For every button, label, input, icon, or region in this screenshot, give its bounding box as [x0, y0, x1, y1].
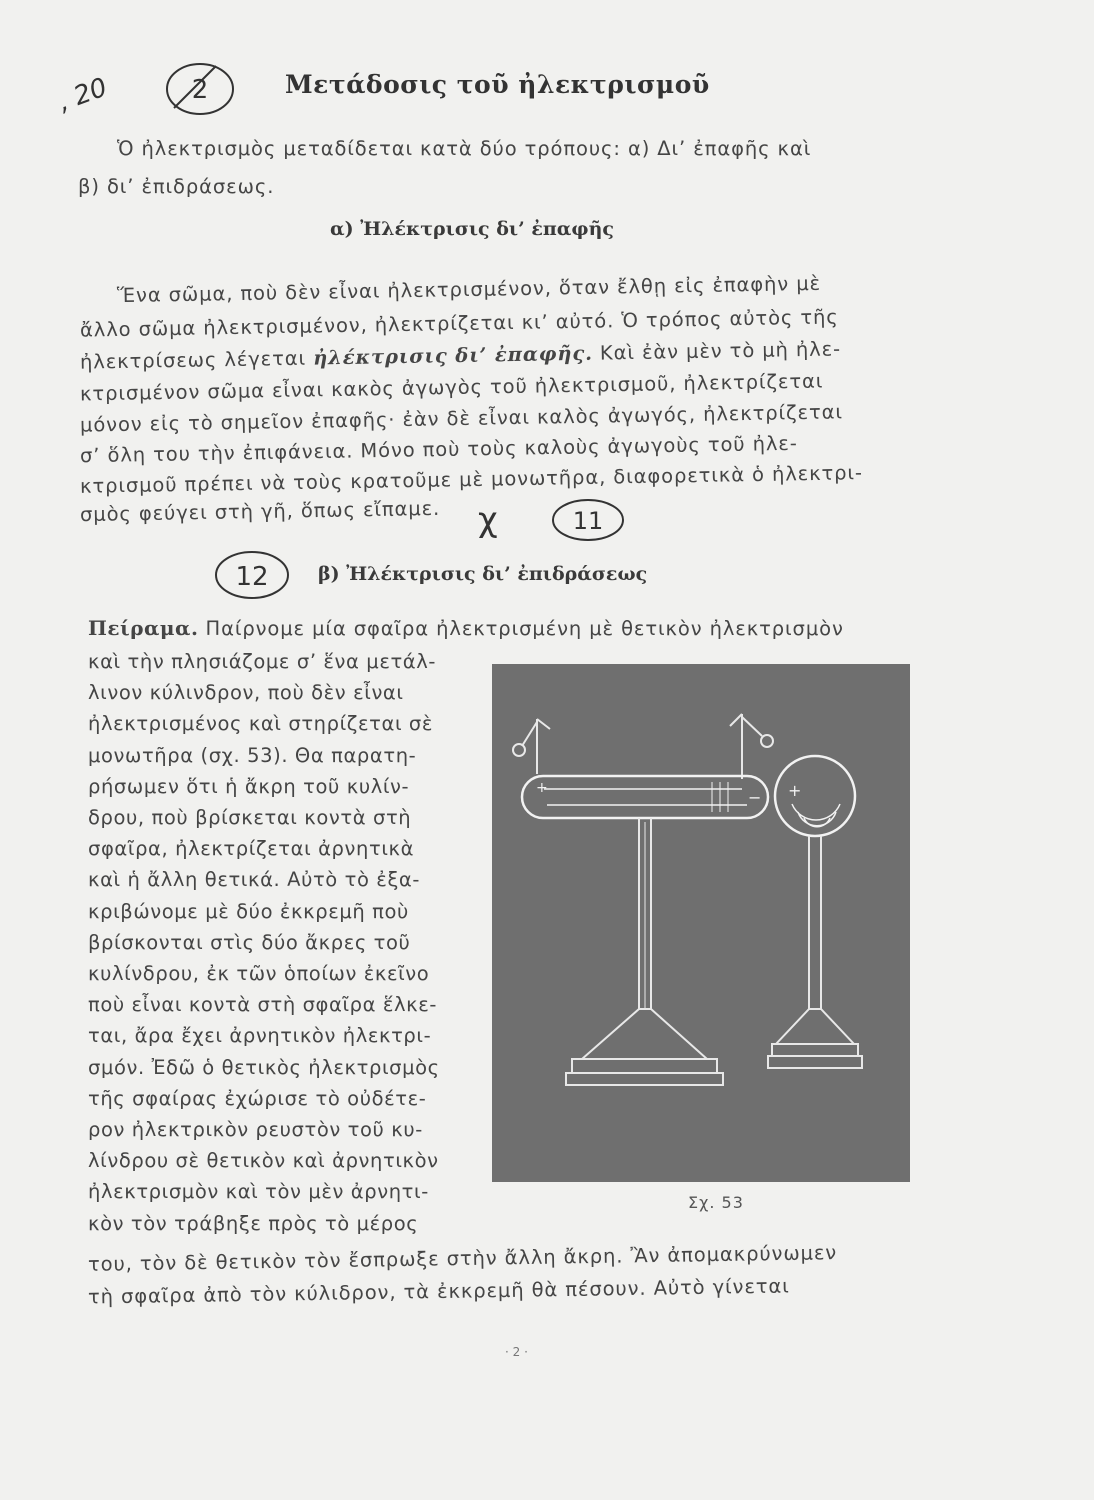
- page-number: · 2 ·: [505, 1345, 528, 1359]
- handwritten-scribble: , 20: [54, 72, 112, 118]
- section-a-line-8: σμὸς φεύγει στὴ γῆ, ὅπως εἴπαμε.: [79, 496, 441, 527]
- section-a-line-3-text: ἠλεκτρίσεως λέγεται: [79, 346, 307, 374]
- section-a-line-2: ἄλλο σῶμα ἠλεκτρισμένον, ἠλεκτρίζεται κι’ αὐτό. Ὁ τρόπος αὐτὸς τῆς: [79, 305, 839, 342]
- experiment-label: Πείραμα.: [88, 616, 199, 640]
- handwritten-x-mark: χ: [478, 500, 498, 540]
- full-line-2: τὴ σφαῖρα ἀπὸ τὸν κύλιδρον, τὰ ἐκκρεμῆ θὰ πέσουν. Αὐτὸ γίνεται: [87, 1274, 790, 1309]
- section-b-heading: β) Ἠλέκτρισις δι’ ἐπιδράσεως: [318, 563, 648, 585]
- narrow-line-5: ρήσωμεν ὅτι ἡ ἄκρη τοῦ κυλίν-: [88, 774, 410, 798]
- narrow-line-6: δρου, ποὺ βρίσκεται κοντὰ στὴ: [88, 806, 412, 829]
- section-a-line-3-tail: Καὶ ἐὰν μὲν τὸ μὴ ἠλε-: [599, 337, 842, 365]
- cylinder-stand: [566, 818, 723, 1085]
- charged-sphere: [775, 756, 855, 836]
- narrow-line-3: ἠλεκτρισμένος καὶ στηρίζεται σὲ: [88, 712, 434, 736]
- minus-sign-cylinder: −: [748, 788, 762, 807]
- metal-cylinder: [522, 776, 768, 818]
- section-a-line-6: σ’ ὅλη του τὴν ἐπιφάνεια. Μόνο ποὺ τοὺς καλοὺς ἀγωγοὺς τοῦ ἠλε-: [79, 431, 798, 468]
- intro-line-1: Ὁ ἠλεκτρισμὸς μεταδίδεται κατὰ δύο τρόπους: α) Δι’ ἐπαφῆς καὶ: [117, 137, 812, 160]
- narrow-line-2: λινον κύλινδρον, ποὺ δὲν εἶναι: [88, 681, 404, 705]
- narrow-line-4: μονωτῆρα (σχ. 53). Θα παρατη-: [88, 743, 417, 767]
- sphere-stand: [768, 836, 862, 1068]
- narrow-line-16: ρον ἠλεκτρικὸν ρευστὸν τοῦ κυ-: [88, 1118, 423, 1141]
- narrow-line-17: λίνδρου σὲ θετικὸν καὶ ἀρνητικὸν: [88, 1149, 439, 1173]
- section-a-heading: α) Ἠλέκτρισις δι’ ἐπαφῆς: [330, 218, 614, 240]
- circled-number-annotation: [548, 496, 628, 544]
- narrow-line-18: ἠλεκτρισμὸν καὶ τὸν μὲν ἀρνητι-: [88, 1180, 429, 1204]
- left-pendulum: [513, 719, 550, 774]
- circle-number-12: 12: [235, 562, 269, 592]
- full-line-1: του, τὸν δὲ θετικὸν τὸν ἔσπρωξε στὴν ἄλλη ἄκρη. Ἂν ἀπομακρύνωμεν: [87, 1241, 838, 1276]
- figure-illustration: [492, 664, 910, 1182]
- intro-line-2: β) δι’ ἐπιδράσεως.: [78, 175, 275, 198]
- section-a-line-1: Ἕνα σῶμα, ποὺ δὲν εἶναι ἠλεκτρισμένον, ὅταν ἔλθῃ εἰς ἐπαφὴν μὲ: [116, 271, 822, 308]
- narrow-line-9: κριβώνομε μὲ δύο ἐκκρεμῆ ποὺ: [88, 899, 409, 923]
- crossed-circle-annotation: [160, 58, 240, 120]
- section-a-line-5: μόνον εἰς τὸ σημεῖον ἐπαφῆς· ἐὰν δὲ εἶναι καλὸς ἀγωγός, ἠλεκτρίζεται: [79, 400, 844, 437]
- narrow-line-15: τῆς σφαίρας ἐχώρισε τὸ οὐδέτε-: [88, 1086, 427, 1110]
- figure-caption: Σχ. 53: [688, 1193, 744, 1212]
- circled-section-number: [212, 548, 292, 602]
- circle-number-11: 11: [572, 507, 604, 535]
- narrow-line-10: βρίσκονται στὶς δύο ἄκρες τοῦ: [88, 930, 411, 954]
- page-title: Μετάδοσις τοῦ ἠλεκτρισμοῦ: [285, 70, 710, 99]
- narrow-line-14: σμόν. Ἐδῶ ὁ θετικὸς ἠλεκτρισμὸς: [88, 1055, 440, 1079]
- term-contact-electrification: ἠλέκτρισις δι’ ἐπαφῆς.: [312, 341, 594, 370]
- experiment-first-line-text: Παίρνομε μία σφαῖρα ἠλεκτρισμένη μὲ θετικὸν ἠλεκτρισμὸν: [205, 617, 844, 640]
- narrow-line-19: κὸν τὸν τράβηξε πρὸς τὸ μέρος: [88, 1211, 419, 1235]
- section-a-line-4: κτρισμένον σῶμα εἶναι κακὸς ἀγωγὸς τοῦ ἠλεκτρισμοῦ, ἠλεκτρίζεται: [79, 369, 824, 406]
- plus-sign-cylinder: +: [536, 780, 548, 796]
- narrow-line-11: κυλίνδρου, ἐκ τῶν ὁποίων ἐκεῖνο: [88, 962, 430, 985]
- narrow-line-1: καὶ τὴν πλησιάζομε σ’ ἕνα μετάλ-: [88, 650, 437, 673]
- narrow-line-8: καὶ ἡ ἄλλη θετικά. Αὐτὸ τὸ ἐξα-: [88, 868, 421, 892]
- experiment-first-line: [88, 616, 844, 640]
- right-pendulum: [730, 714, 773, 779]
- circle-number: 2: [191, 75, 209, 105]
- plus-sign-sphere: +: [788, 781, 802, 800]
- narrow-line-13: ται, ἄρα ἔχει ἀρνητικὸν ἠλεκτρι-: [88, 1024, 432, 1048]
- section-a-line-7: κτρισμοῦ πρέπει νὰ τοὺς κρατοῦμε μὲ μονωτῆρα, διαφορετικὰ ὁ ἠλεκτρι-: [79, 461, 864, 498]
- section-a-line-3: [80, 337, 841, 373]
- figure-53: [492, 664, 910, 1182]
- narrow-line-12: ποὺ εἶναι κοντὰ στὴ σφαῖρα ἕλκε-: [88, 993, 438, 1017]
- narrow-line-7: σφαῖρα, ἠλεκτρίζεται ἀρνητικὰ: [88, 837, 415, 861]
